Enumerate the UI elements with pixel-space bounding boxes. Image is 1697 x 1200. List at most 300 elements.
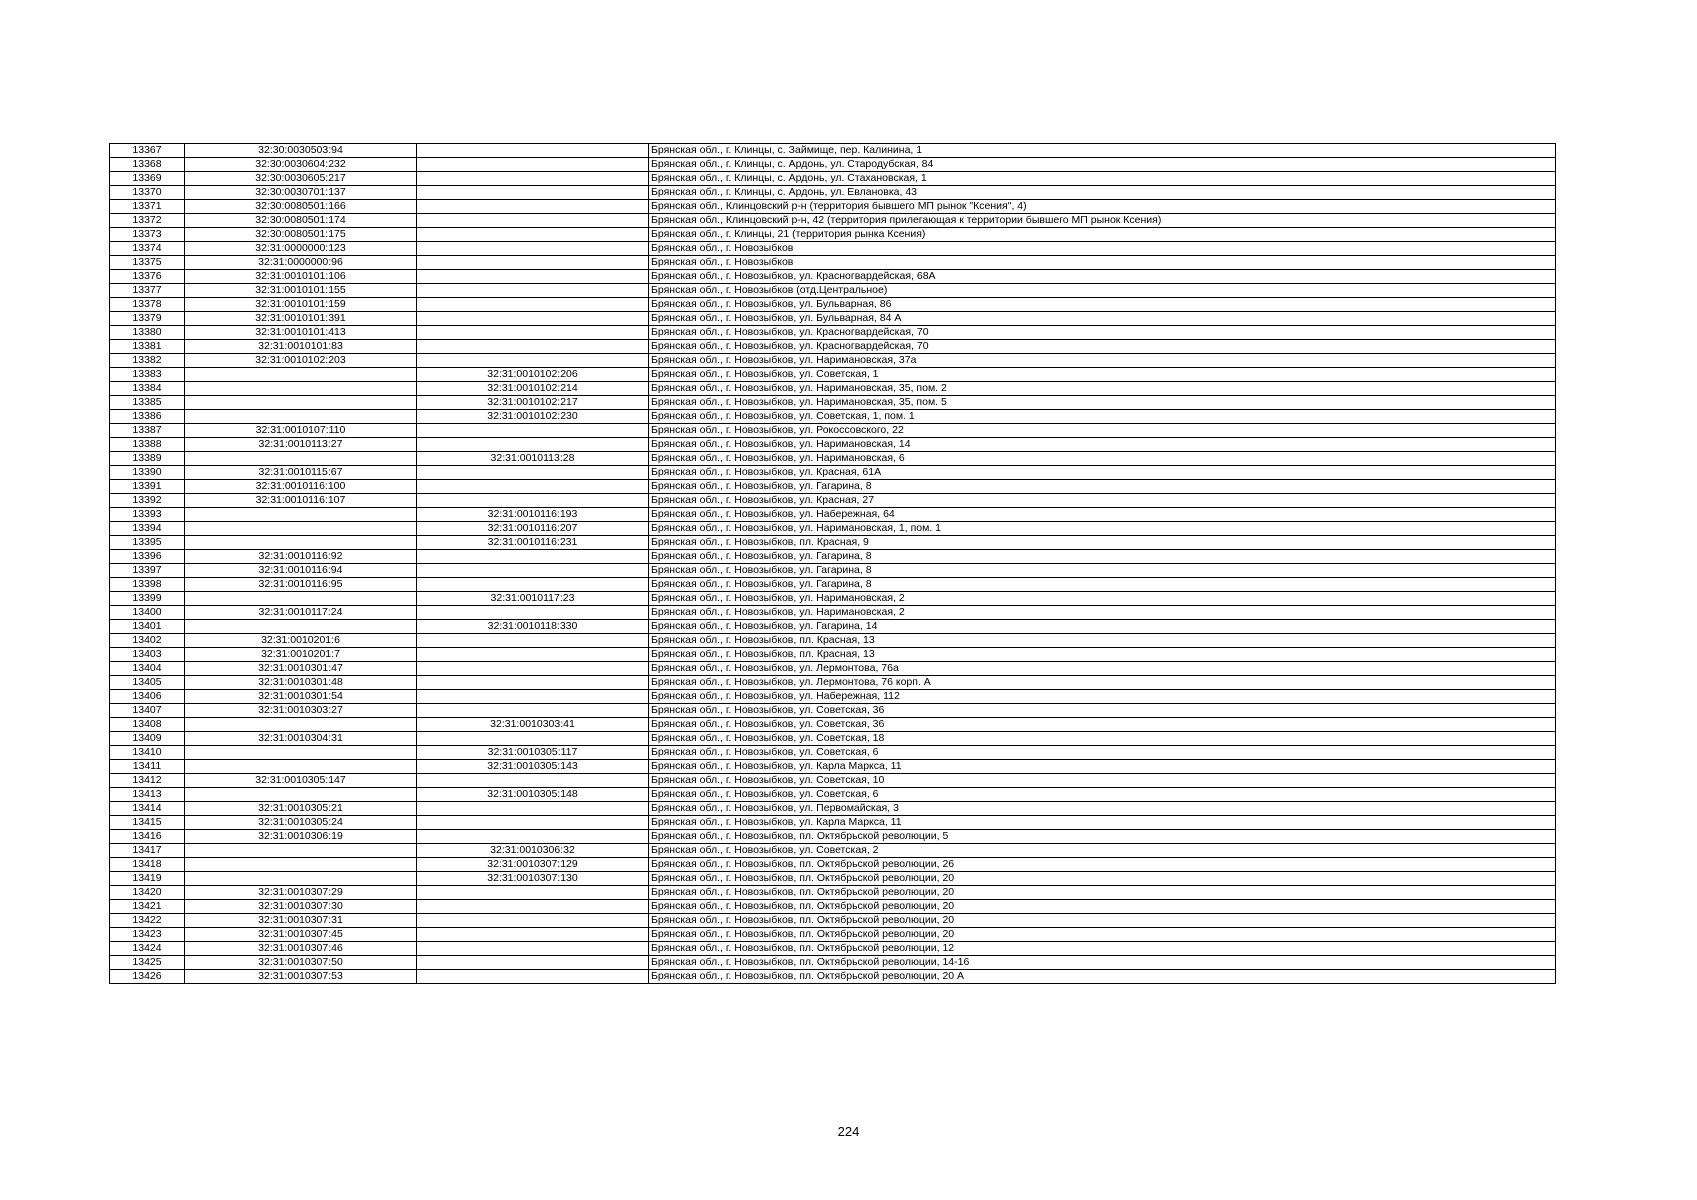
row-number-cell: 13400 [110, 606, 185, 620]
address-cell: Брянская обл., г. Новозыбков, ул. Рокоссовского, 22 [649, 424, 1556, 438]
cadastral-number-alt-cell [417, 914, 649, 928]
cadastral-number-alt-cell [417, 480, 649, 494]
address-cell: Брянская обл., г. Новозыбков, ул. Наримановская, 35, пом. 5 [649, 396, 1556, 410]
table-row [110, 606, 1556, 620]
row-number-cell: 13416 [110, 830, 185, 844]
table-row [110, 186, 1556, 200]
cadastral-number-cell: 32:31:0010107:110 [185, 424, 417, 438]
cadastral-number-cell [185, 746, 417, 760]
cadastral-number-alt-cell: 32:31:0010305:117 [417, 746, 649, 760]
row-number-cell: 13425 [110, 956, 185, 970]
cadastral-number-alt-cell: 32:31:0010102:217 [417, 396, 649, 410]
row-number-cell: 13423 [110, 928, 185, 942]
page-number: 224 [837, 1124, 860, 1139]
cadastral-number-alt-cell [417, 830, 649, 844]
row-number-cell: 13373 [110, 228, 185, 242]
cadastral-number-alt-cell [417, 186, 649, 200]
row-number-cell: 13392 [110, 494, 185, 508]
row-number-cell: 13390 [110, 466, 185, 480]
address-cell: Брянская обл., г. Новозыбков, пл. Октябрьской революции, 20 А [649, 970, 1556, 984]
table-row [110, 690, 1556, 704]
cadastral-number-alt-cell [417, 928, 649, 942]
table-row [110, 942, 1556, 956]
table-row [110, 522, 1556, 536]
row-number-cell: 13379 [110, 312, 185, 326]
address-cell: Брянская обл., г. Новозыбков [649, 256, 1556, 270]
address-cell: Брянская обл., г. Новозыбков, ул. Карла Маркса, 11 [649, 816, 1556, 830]
cadastral-number-alt-cell [417, 242, 649, 256]
table-row [110, 536, 1556, 550]
address-cell: Брянская обл., г. Клинцы, с. Ардонь, ул. Евлановка, 43 [649, 186, 1556, 200]
cadastral-number-alt-cell: 32:31:0010307:129 [417, 858, 649, 872]
table-row [110, 648, 1556, 662]
row-number-cell: 13393 [110, 508, 185, 522]
cadastral-number-alt-cell: 32:31:0010102:214 [417, 382, 649, 396]
row-number-cell: 13395 [110, 536, 185, 550]
address-cell: Брянская обл., г. Новозыбков, ул. Карла Маркса, 11 [649, 760, 1556, 774]
row-number-cell: 13380 [110, 326, 185, 340]
table-row [110, 844, 1556, 858]
cadastral-number-cell: 32:31:0010116:95 [185, 578, 417, 592]
table-row [110, 872, 1556, 886]
table-row [110, 312, 1556, 326]
row-number-cell: 13409 [110, 732, 185, 746]
row-number-cell: 13404 [110, 662, 185, 676]
cadastral-number-cell: 32:31:0010116:92 [185, 550, 417, 564]
cadastral-number-alt-cell [417, 172, 649, 186]
cadastral-number-alt-cell [417, 494, 649, 508]
cadastral-number-cell: 32:31:0010101:83 [185, 340, 417, 354]
address-cell: Брянская обл., г. Новозыбков, ул. Красногвардейская, 70 [649, 326, 1556, 340]
cadastral-number-alt-cell [417, 886, 649, 900]
cadastral-number-alt-cell [417, 732, 649, 746]
table-row [110, 704, 1556, 718]
table-row [110, 760, 1556, 774]
cadastral-number-alt-cell [417, 256, 649, 270]
table-row [110, 326, 1556, 340]
table-row [110, 508, 1556, 522]
cadastral-number-cell [185, 368, 417, 382]
row-number-cell: 13406 [110, 690, 185, 704]
cadastral-number-alt-cell [417, 606, 649, 620]
address-cell: Брянская обл., г. Новозыбков, пл. Октябрьской революции, 20 [649, 900, 1556, 914]
cadastral-number-cell: 32:30:0030604:232 [185, 158, 417, 172]
cadastral-number-alt-cell: 32:31:0010117:23 [417, 592, 649, 606]
table-row [110, 494, 1556, 508]
row-number-cell: 13420 [110, 886, 185, 900]
row-number-cell: 13426 [110, 970, 185, 984]
address-cell: Брянская обл., г. Новозыбков, ул. Советская, 2 [649, 844, 1556, 858]
row-number-cell: 13376 [110, 270, 185, 284]
registry-table-body [110, 144, 1556, 984]
row-number-cell: 13367 [110, 144, 185, 158]
cadastral-number-alt-cell [417, 802, 649, 816]
address-cell: Брянская обл., г. Новозыбков, пл. Красная, 13 [649, 634, 1556, 648]
cadastral-number-cell [185, 620, 417, 634]
cadastral-number-alt-cell [417, 564, 649, 578]
table-row [110, 354, 1556, 368]
table-row [110, 466, 1556, 480]
cadastral-number-alt-cell [417, 298, 649, 312]
row-number-cell: 13375 [110, 256, 185, 270]
row-number-cell: 13389 [110, 452, 185, 466]
cadastral-number-alt-cell [417, 970, 649, 984]
address-cell: Брянская обл., г. Новозыбков, ул. Советская, 6 [649, 746, 1556, 760]
row-number-cell: 13421 [110, 900, 185, 914]
table-row [110, 438, 1556, 452]
cadastral-number-alt-cell [417, 662, 649, 676]
cadastral-number-alt-cell: 32:31:0010306:32 [417, 844, 649, 858]
cadastral-number-alt-cell: 32:31:0010116:193 [417, 508, 649, 522]
row-number-cell: 13378 [110, 298, 185, 312]
address-cell: Брянская обл., г. Новозыбков, ул. Наримановская, 6 [649, 452, 1556, 466]
address-cell: Брянская обл., г. Новозыбков (отд.Центральное) [649, 284, 1556, 298]
address-cell: Брянская обл., Клинцовский р-н, 42 (территория прилегающая к территории бывшего МП рынок Ксения) [649, 214, 1556, 228]
cadastral-number-alt-cell [417, 578, 649, 592]
cadastral-number-alt-cell [417, 158, 649, 172]
row-number-cell: 13407 [110, 704, 185, 718]
cadastral-number-cell: 32:31:0010101:155 [185, 284, 417, 298]
address-cell: Брянская обл., г. Новозыбков, ул. Наримановская, 35, пом. 2 [649, 382, 1556, 396]
address-cell: Брянская обл., г. Клинцы, с. Ардонь, ул. Стародубская, 84 [649, 158, 1556, 172]
table-row [110, 396, 1556, 410]
row-number-cell: 13372 [110, 214, 185, 228]
row-number-cell: 13386 [110, 410, 185, 424]
row-number-cell: 13391 [110, 480, 185, 494]
cadastral-number-alt-cell [417, 284, 649, 298]
row-number-cell: 13408 [110, 718, 185, 732]
row-number-cell: 13401 [110, 620, 185, 634]
cadastral-number-cell: 32:31:0000000:123 [185, 242, 417, 256]
row-number-cell: 13414 [110, 802, 185, 816]
cadastral-number-cell [185, 718, 417, 732]
table-row [110, 158, 1556, 172]
table-row [110, 774, 1556, 788]
address-cell: Брянская обл., г. Новозыбков, пл. Красная, 13 [649, 648, 1556, 662]
address-cell: Брянская обл., г. Новозыбков, ул. Советская, 1 [649, 368, 1556, 382]
cadastral-number-alt-cell [417, 270, 649, 284]
row-number-cell: 13368 [110, 158, 185, 172]
address-cell: Брянская обл., г. Новозыбков, пл. Октябрьской революции, 5 [649, 830, 1556, 844]
row-number-cell: 13370 [110, 186, 185, 200]
cadastral-number-alt-cell [417, 942, 649, 956]
row-number-cell: 13369 [110, 172, 185, 186]
address-cell: Брянская обл., г. Новозыбков, ул. Красная, 61А [649, 466, 1556, 480]
cadastral-number-alt-cell [417, 634, 649, 648]
cadastral-number-cell: 32:31:0010102:203 [185, 354, 417, 368]
table-row [110, 550, 1556, 564]
cadastral-number-cell [185, 522, 417, 536]
cadastral-number-cell [185, 844, 417, 858]
row-number-cell: 13388 [110, 438, 185, 452]
row-number-cell: 13410 [110, 746, 185, 760]
cadastral-number-cell: 32:31:0010307:50 [185, 956, 417, 970]
row-number-cell: 13383 [110, 368, 185, 382]
table-row [110, 592, 1556, 606]
row-number-cell: 13417 [110, 844, 185, 858]
cadastral-number-alt-cell: 32:31:0010113:28 [417, 452, 649, 466]
row-number-cell: 13412 [110, 774, 185, 788]
address-cell: Брянская обл., г. Новозыбков, пл. Октябрьской революции, 20 [649, 914, 1556, 928]
cadastral-number-alt-cell: 32:31:0010305:143 [417, 760, 649, 774]
cadastral-number-cell [185, 508, 417, 522]
cadastral-number-cell: 32:30:0030701:137 [185, 186, 417, 200]
row-number-cell: 13382 [110, 354, 185, 368]
cadastral-number-alt-cell: 32:31:0010307:130 [417, 872, 649, 886]
row-number-cell: 13399 [110, 592, 185, 606]
cadastral-number-cell: 32:31:0000000:96 [185, 256, 417, 270]
table-row [110, 172, 1556, 186]
address-cell: Брянская обл., г. Новозыбков, ул. Набережная, 112 [649, 690, 1556, 704]
row-number-cell: 13385 [110, 396, 185, 410]
address-cell: Брянская обл., г. Новозыбков, ул. Наримановская, 14 [649, 438, 1556, 452]
cadastral-number-cell: 32:31:0010101:391 [185, 312, 417, 326]
cadastral-number-cell: 32:31:0010116:107 [185, 494, 417, 508]
table-row [110, 676, 1556, 690]
table-row [110, 410, 1556, 424]
address-cell: Брянская обл., г. Клинцы, с. Займище, пер. Калинина, 1 [649, 144, 1556, 158]
cadastral-number-cell: 32:31:0010305:24 [185, 816, 417, 830]
address-cell: Брянская обл., г. Новозыбков, ул. Советская, 18 [649, 732, 1556, 746]
table-row [110, 298, 1556, 312]
cadastral-number-cell [185, 410, 417, 424]
cadastral-number-cell: 32:31:0010116:100 [185, 480, 417, 494]
row-number-cell: 13419 [110, 872, 185, 886]
row-number-cell: 13418 [110, 858, 185, 872]
address-cell: Брянская обл., г. Новозыбков, ул. Лермонтова, 76 корп. А [649, 676, 1556, 690]
row-number-cell: 13384 [110, 382, 185, 396]
row-number-cell: 13413 [110, 788, 185, 802]
cadastral-number-alt-cell: 32:31:0010116:231 [417, 536, 649, 550]
table-row [110, 802, 1556, 816]
address-cell: Брянская обл., г. Новозыбков, ул. Наримановская, 2 [649, 606, 1556, 620]
cadastral-number-cell: 32:31:0010301:54 [185, 690, 417, 704]
cadastral-number-alt-cell: 32:31:0010102:206 [417, 368, 649, 382]
table-row [110, 718, 1556, 732]
cadastral-number-alt-cell [417, 144, 649, 158]
cadastral-number-cell [185, 788, 417, 802]
cadastral-number-alt-cell: 32:31:0010305:148 [417, 788, 649, 802]
table-row [110, 452, 1556, 466]
table-row [110, 732, 1556, 746]
cadastral-number-cell [185, 452, 417, 466]
cadastral-number-cell: 32:31:0010101:159 [185, 298, 417, 312]
row-number-cell: 13387 [110, 424, 185, 438]
table-row [110, 816, 1556, 830]
table-row [110, 900, 1556, 914]
table-row [110, 200, 1556, 214]
cadastral-number-alt-cell [417, 466, 649, 480]
cadastral-number-alt-cell [417, 690, 649, 704]
address-cell: Брянская обл., г. Новозыбков, ул. Красная, 27 [649, 494, 1556, 508]
cadastral-number-alt-cell [417, 424, 649, 438]
address-cell: Брянская обл., г. Новозыбков, ул. Первомайская, 3 [649, 802, 1556, 816]
cadastral-number-cell [185, 536, 417, 550]
cadastral-number-cell: 32:30:0030503:94 [185, 144, 417, 158]
address-cell: Брянская обл., г. Новозыбков, ул. Гагарина, 8 [649, 480, 1556, 494]
cadastral-number-cell: 32:31:0010305:147 [185, 774, 417, 788]
cadastral-number-cell [185, 760, 417, 774]
address-cell: Брянская обл., г. Новозыбков, ул. Гагарина, 8 [649, 564, 1556, 578]
cadastral-number-cell: 32:30:0080501:175 [185, 228, 417, 242]
address-cell: Брянская обл., г. Новозыбков, пл. Красная, 9 [649, 536, 1556, 550]
address-cell: Брянская обл., г. Новозыбков, ул. Советская, 36 [649, 718, 1556, 732]
address-cell: Брянская обл., г. Новозыбков, пл. Октябрьской революции, 14-16 [649, 956, 1556, 970]
cadastral-number-alt-cell [417, 312, 649, 326]
address-cell: Брянская обл., г. Клинцы, с. Ардонь, ул. Стахановская, 1 [649, 172, 1556, 186]
address-cell: Брянская обл., г. Новозыбков, ул. Бульварная, 86 [649, 298, 1556, 312]
row-number-cell: 13394 [110, 522, 185, 536]
cadastral-number-cell: 32:31:0010201:7 [185, 648, 417, 662]
row-number-cell: 13371 [110, 200, 185, 214]
row-number-cell: 13398 [110, 578, 185, 592]
cadastral-number-cell: 32:31:0010307:29 [185, 886, 417, 900]
cadastral-number-cell: 32:31:0010307:30 [185, 900, 417, 914]
address-cell: Брянская обл., г. Новозыбков, пл. Октябрьской революции, 26 [649, 858, 1556, 872]
cadastral-number-cell [185, 592, 417, 606]
cadastral-number-alt-cell [417, 550, 649, 564]
cadastral-number-alt-cell [417, 816, 649, 830]
row-number-cell: 13424 [110, 942, 185, 956]
cadastral-number-alt-cell: 32:31:0010102:230 [417, 410, 649, 424]
address-cell: Брянская обл., г. Клинцы, 21 (территория рынка Ксения) [649, 228, 1556, 242]
cadastral-number-alt-cell [417, 900, 649, 914]
address-cell: Брянская обл., г. Новозыбков, пл. Октябрьской революции, 20 [649, 886, 1556, 900]
row-number-cell: 13411 [110, 760, 185, 774]
address-cell: Брянская обл., г. Новозыбков, ул. Советская, 36 [649, 704, 1556, 718]
address-cell: Брянская обл., г. Новозыбков, ул. Красногвардейская, 70 [649, 340, 1556, 354]
cadastral-number-alt-cell [417, 354, 649, 368]
table-row [110, 144, 1556, 158]
cadastral-number-alt-cell [417, 200, 649, 214]
cadastral-number-cell: 32:31:0010307:53 [185, 970, 417, 984]
cadastral-number-alt-cell [417, 228, 649, 242]
cadastral-number-cell: 32:31:0010101:106 [185, 270, 417, 284]
table-row [110, 858, 1556, 872]
cadastral-number-alt-cell [417, 704, 649, 718]
address-cell: Брянская обл., г. Новозыбков, пл. Октябрьской революции, 20 [649, 928, 1556, 942]
address-cell: Брянская обл., г. Новозыбков, ул. Советская, 1, пом. 1 [649, 410, 1556, 424]
cadastral-number-cell: 32:31:0010306:19 [185, 830, 417, 844]
row-number-cell: 13396 [110, 550, 185, 564]
cadastral-number-cell: 32:31:0010113:27 [185, 438, 417, 452]
address-cell: Брянская обл., г. Новозыбков, ул. Гагарина, 8 [649, 578, 1556, 592]
row-number-cell: 13415 [110, 816, 185, 830]
address-cell: Брянская обл., г. Новозыбков, ул. Гагарина, 8 [649, 550, 1556, 564]
cadastral-number-alt-cell: 32:31:0010118:330 [417, 620, 649, 634]
address-cell: Брянская обл., г. Новозыбков, ул. Лермонтова, 76а [649, 662, 1556, 676]
cadastral-number-alt-cell [417, 326, 649, 340]
table-row [110, 746, 1556, 760]
table-row [110, 956, 1556, 970]
table-row [110, 886, 1556, 900]
cadastral-number-cell: 32:31:0010307:46 [185, 942, 417, 956]
row-number-cell: 13381 [110, 340, 185, 354]
row-number-cell: 13405 [110, 676, 185, 690]
table-row [110, 480, 1556, 494]
cadastral-number-alt-cell [417, 676, 649, 690]
cadastral-number-alt-cell [417, 648, 649, 662]
cadastral-number-cell: 32:30:0080501:166 [185, 200, 417, 214]
table-row [110, 228, 1556, 242]
table-row [110, 340, 1556, 354]
cadastral-number-cell: 32:31:0010303:27 [185, 704, 417, 718]
address-cell: Брянская обл., г. Новозыбков [649, 242, 1556, 256]
table-row [110, 928, 1556, 942]
cadastral-number-cell: 32:31:0010301:48 [185, 676, 417, 690]
cadastral-number-cell: 32:31:0010307:45 [185, 928, 417, 942]
registry-table [109, 143, 1556, 984]
cadastral-number-cell [185, 858, 417, 872]
cadastral-number-alt-cell: 32:31:0010116:207 [417, 522, 649, 536]
address-cell: Брянская обл., г. Новозыбков, ул. Наримановская, 2 [649, 592, 1556, 606]
address-cell: Брянская обл., г. Новозыбков, ул. Наримановская, 1, пом. 1 [649, 522, 1556, 536]
row-number-cell: 13402 [110, 634, 185, 648]
row-number-cell: 13397 [110, 564, 185, 578]
cadastral-number-cell: 32:31:0010117:24 [185, 606, 417, 620]
address-cell: Брянская обл., г. Новозыбков, ул. Красногвардейская, 68А [649, 270, 1556, 284]
cadastral-number-alt-cell [417, 956, 649, 970]
table-row [110, 788, 1556, 802]
cadastral-number-cell [185, 382, 417, 396]
address-cell: Брянская обл., г. Новозыбков, пл. Октябрьской революции, 12 [649, 942, 1556, 956]
cadastral-number-cell: 32:30:0080501:174 [185, 214, 417, 228]
row-number-cell: 13422 [110, 914, 185, 928]
address-cell: Брянская обл., г. Новозыбков, ул. Набережная, 64 [649, 508, 1556, 522]
table-row [110, 424, 1556, 438]
address-cell: Брянская обл., г. Новозыбков, ул. Гагарина, 14 [649, 620, 1556, 634]
table-row [110, 382, 1556, 396]
cadastral-number-alt-cell [417, 214, 649, 228]
cadastral-number-alt-cell [417, 438, 649, 452]
table-row [110, 242, 1556, 256]
table-row [110, 830, 1556, 844]
address-cell: Брянская обл., г. Новозыбков, ул. Бульварная, 84 А [649, 312, 1556, 326]
table-row [110, 578, 1556, 592]
table-row [110, 256, 1556, 270]
address-cell: Брянская обл., г. Новозыбков, ул. Советская, 6 [649, 788, 1556, 802]
address-cell: Брянская обл., Клинцовский р-н (территория бывшего МП рынок "Ксения", 4) [649, 200, 1556, 214]
row-number-cell: 13374 [110, 242, 185, 256]
cadastral-number-cell: 32:31:0010301:47 [185, 662, 417, 676]
table-row [110, 270, 1556, 284]
address-cell: Брянская обл., г. Новозыбков, ул. Советская, 10 [649, 774, 1556, 788]
cadastral-number-cell: 32:31:0010115:67 [185, 466, 417, 480]
table-row [110, 214, 1556, 228]
cadastral-number-cell: 32:31:0010101:413 [185, 326, 417, 340]
table-row [110, 914, 1556, 928]
address-cell: Брянская обл., г. Новозыбков, ул. Наримановская, 37а [649, 354, 1556, 368]
cadastral-number-cell: 32:31:0010116:94 [185, 564, 417, 578]
cadastral-number-alt-cell [417, 340, 649, 354]
table-row [110, 634, 1556, 648]
table-row [110, 564, 1556, 578]
cadastral-number-cell: 32:31:0010304:31 [185, 732, 417, 746]
table-row [110, 284, 1556, 298]
cadastral-number-cell [185, 396, 417, 410]
cadastral-number-cell: 32:31:0010305:21 [185, 802, 417, 816]
cadastral-number-cell [185, 872, 417, 886]
table-row [110, 662, 1556, 676]
cadastral-number-cell: 32:31:0010201:6 [185, 634, 417, 648]
cadastral-number-alt-cell: 32:31:0010303:41 [417, 718, 649, 732]
address-cell: Брянская обл., г. Новозыбков, пл. Октябрьской революции, 20 [649, 872, 1556, 886]
table-row [110, 368, 1556, 382]
cadastral-number-alt-cell [417, 774, 649, 788]
table-row [110, 970, 1556, 984]
cadastral-number-cell: 32:31:0010307:31 [185, 914, 417, 928]
table-row [110, 620, 1556, 634]
